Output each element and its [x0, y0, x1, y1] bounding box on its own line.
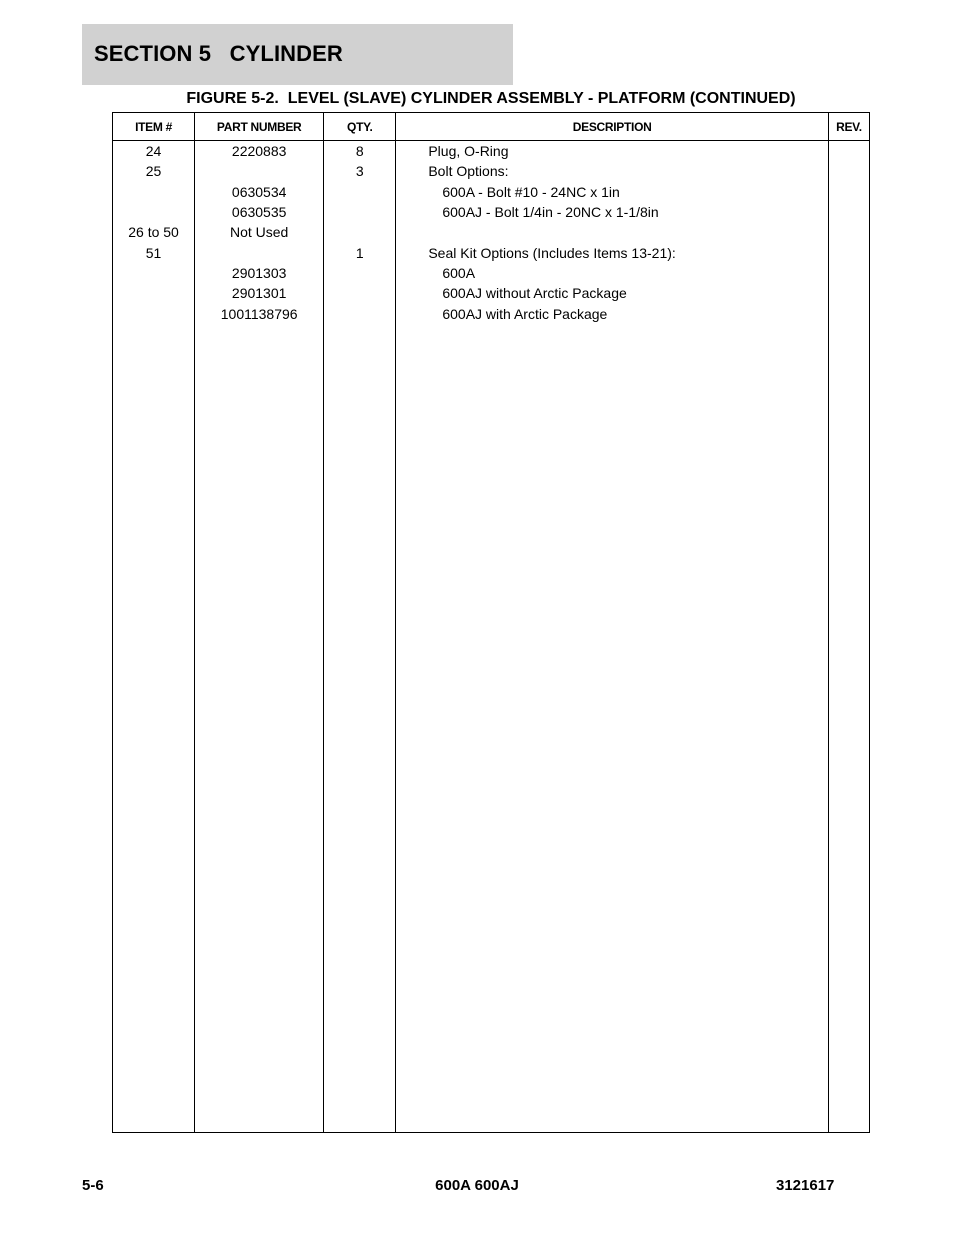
table-row [113, 263, 870, 283]
cell-rev [828, 202, 869, 222]
table-row [113, 182, 870, 202]
cell-item: 51 [113, 242, 195, 262]
cell-part-number: 0630534 [195, 182, 324, 202]
cell-description: 600AJ - Bolt 1/4in - 20NC x 1-1/8in [396, 202, 829, 222]
filler-cell [828, 324, 869, 1133]
cell-part-number: 2901301 [195, 283, 324, 303]
footer-models: 600A 600AJ [435, 1177, 519, 1194]
cell-qty [324, 222, 396, 242]
cell-part-number: 1001138796 [195, 303, 324, 323]
filler-cell [195, 324, 324, 1133]
table-filler-row [113, 324, 870, 1133]
cell-rev [828, 222, 869, 242]
cell-description: 600AJ without Arctic Package [396, 283, 829, 303]
cell-qty [324, 283, 396, 303]
table-row [113, 141, 870, 162]
header-item: ITEM # [113, 113, 195, 141]
cell-qty [324, 182, 396, 202]
section-header [82, 24, 513, 85]
cell-item [113, 182, 195, 202]
cell-qty [324, 202, 396, 222]
filler-cell [396, 324, 829, 1133]
cell-item: 25 [113, 161, 195, 181]
filler-cell [113, 324, 195, 1133]
cell-description: Bolt Options: [396, 161, 829, 181]
cell-part-number: 2220883 [195, 141, 324, 162]
cell-part-number [195, 161, 324, 181]
cell-item: 24 [113, 141, 195, 162]
cell-rev [828, 242, 869, 262]
figure-title: FIGURE 5-2. LEVEL (SLAVE) CYLINDER ASSEMBLY - PLATFORM (CONTINUED) [186, 90, 796, 107]
header-description: DESCRIPTION [396, 113, 829, 141]
footer-page-number: 5-6 [82, 1177, 104, 1194]
header-rev: REV. [828, 113, 869, 141]
cell-description: 600A [396, 263, 829, 283]
cell-rev [828, 161, 869, 181]
cell-part-number [195, 242, 324, 262]
parts-table [112, 112, 870, 1133]
header-part-number: PART NUMBER [195, 113, 324, 141]
cell-description: 600A - Bolt #10 - 24NC x 1in [396, 182, 829, 202]
cell-description [396, 222, 829, 242]
cell-description: 600AJ with Arctic Package [396, 303, 829, 323]
cell-part-number: Not Used [195, 222, 324, 242]
cell-qty: 1 [324, 242, 396, 262]
header-qty: QTY. [324, 113, 396, 141]
cell-item [113, 303, 195, 323]
cell-rev [828, 263, 869, 283]
cell-description: Seal Kit Options (Includes Items 13-21): [396, 242, 829, 262]
table-row [113, 303, 870, 323]
cell-rev [828, 283, 869, 303]
cell-part-number: 2901303 [195, 263, 324, 283]
cell-item: 26 to 50 [113, 222, 195, 242]
cell-item [113, 263, 195, 283]
cell-item [113, 202, 195, 222]
section-title: SECTION 5 CYLINDER [94, 41, 343, 66]
filler-cell [324, 324, 396, 1133]
cell-qty: 8 [324, 141, 396, 162]
cell-part-number: 0630535 [195, 202, 324, 222]
table-row [113, 202, 870, 222]
table-row [113, 161, 870, 181]
cell-qty [324, 263, 396, 283]
cell-rev [828, 141, 869, 162]
table-row [113, 242, 870, 262]
table-header-row [113, 113, 870, 141]
table-row [113, 222, 870, 242]
cell-item [113, 283, 195, 303]
cell-rev [828, 182, 869, 202]
table-row [113, 283, 870, 303]
cell-rev [828, 303, 869, 323]
cell-description: Plug, O-Ring [396, 141, 829, 162]
cell-qty [324, 303, 396, 323]
cell-qty: 3 [324, 161, 396, 181]
footer-document-number: 3121617 [776, 1177, 835, 1194]
